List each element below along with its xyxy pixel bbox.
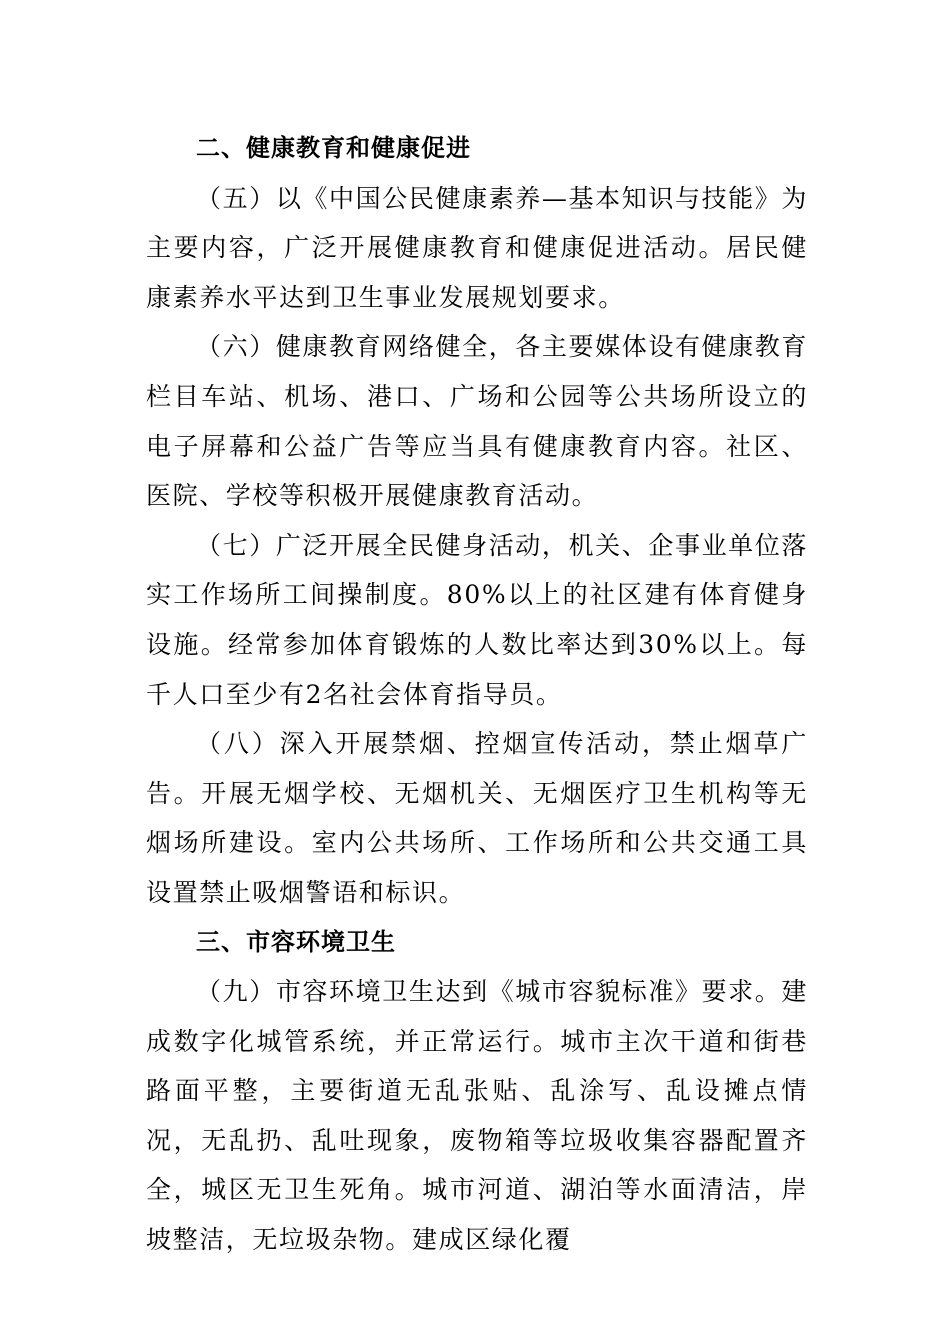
- paragraph-item-9: （九）市容环境卫生达到《城市容貌标准》要求。建成数字化城管系统，并正常运行。城市主次干道和街巷路面平整，主要街道无乱张贴、乱涂写、乱设摊点情况，无乱扔、乱吐现象，废物箱等垃圾收集容器配置齐全，城区无卫生死角。城市河道、湖泊等水面清洁，岸坡整洁，无垃圾杂物。建成区绿化覆: [146, 977, 808, 1255]
- paragraph-item-6: （六）健康教育网络健全，各主要媒体设有健康教育栏目车站、机场、港口、广场和公园等公共场所设立的电子屏幕和公益广告等应当具有健康教育内容。社区、医院、学校等积极开展健康教育活动。: [146, 332, 808, 511]
- section-heading-health-education: 二、健康教育和健康促进: [196, 134, 471, 162]
- document-body: [146, 124, 808, 1265]
- paragraph-item-8: （八）深入开展禁烟、控烟宣传活动，禁止烟草广告。开展无烟学校、无烟机关、无烟医疗卫生机构等无烟场所建设。室内公共场所、工作场所和公共交通工具设置禁止吸烟警语和标识。: [146, 729, 808, 907]
- paragraph-item-7: （七）广泛开展全民健身活动，机关、企事业单位落实工作场所工间操制度。80%以上的社区建有体育健身设施。经常参加体育锻炼的人数比率达到30%以上。每千人口至少有2名社会体育指导员。: [146, 530, 808, 709]
- paragraph-item-5: （五）以《中国公民健康素养—基本知识与技能》为主要内容，广泛开展健康教育和健康促进活动。居民健康素养水平达到卫生事业发展规划要求。: [146, 183, 808, 312]
- section-heading-city-sanitation: 三、市容环境卫生: [196, 927, 396, 956]
